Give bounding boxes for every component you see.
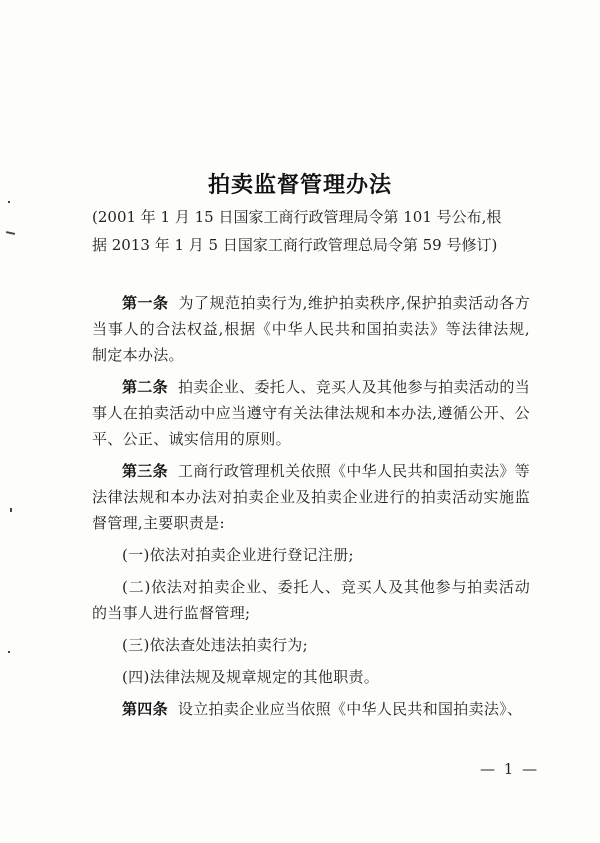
duty-item: (一)依法对拍卖企业进行登记注册; [122,546,354,564]
document-body [92,290,530,728]
article-label: 第一条 [122,294,169,312]
document-title: 拍卖监督管理办法 [207,172,392,198]
duty-item: (三)依法查处违法拍卖行为; [122,636,308,654]
article-label: 第三条 [122,462,168,480]
duty-item: (四)法律法规及规章规定的其他职责。 [122,668,380,686]
scan-mark [6,231,15,235]
article-3 [92,458,530,536]
article-text: 为了规范拍卖行为,维护拍卖秩序,保护拍卖活动各方当事人的合法权益,根据《中华人民共和国拍卖法》等法律法规,制定本办法。 [92,294,530,364]
scan-mark [10,508,12,512]
article-label: 第二条 [122,378,168,396]
document-subtitle [92,203,532,259]
article-label: 第四条 [122,700,168,718]
article-text: 设立拍卖企业应当依照《中华人民共和国拍卖法》、 [177,700,523,718]
article-1 [92,290,530,368]
article-4 [92,696,530,722]
article-text: 工商行政管理机关依照《中华人民共和国拍卖法》等法律法规和本办法对拍卖企业及拍卖企业进行的拍卖活动实施监督管理,主要职责是: [92,462,531,532]
article-2 [92,374,530,452]
page-number: — 1 — [480,760,540,778]
subtitle-line: 据 2013 年 1 月 5 日国家工商行政管理总局令第 59 号修订) [92,236,498,254]
duty-item: (二)依法对拍卖企业、委托人、竞买人及其他参与拍卖活动的当事人进行监督管理; [92,578,530,622]
article-text: 拍卖企业、委托人、竞买人及其他参与拍卖活动的当事人在拍卖活动中应当遵守有关法律法规和本办法,遵循公开、公平、公正、诚实信用的原则。 [92,378,531,448]
scan-mark [8,651,10,653]
subtitle-line: (2001 年 1 月 15 日国家工商行政管理局令第 101 号公布,根 [92,208,502,226]
scan-mark [8,201,10,203]
